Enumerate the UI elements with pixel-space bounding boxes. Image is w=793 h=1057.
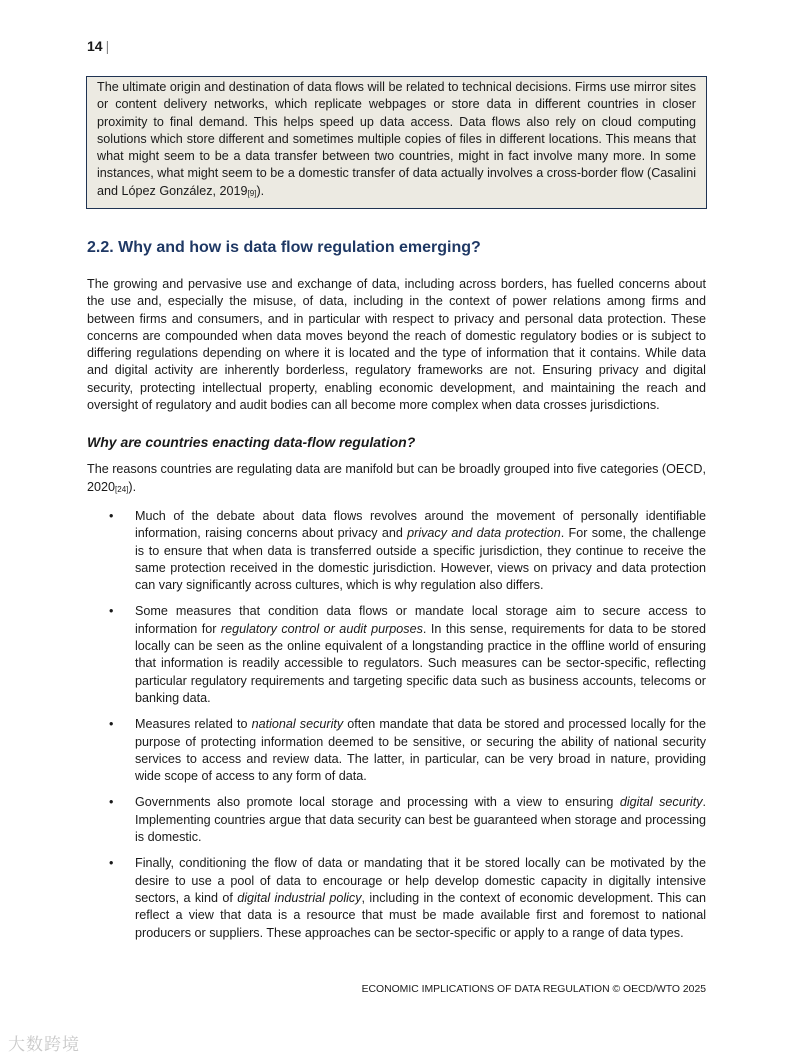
item-text: . In this sense, requirements for data to be stored locally can be seen as the online equivalent of a longstanding practice in the offline world of ensuring that information is readily accessible to regulators. Such measures can be sector-specific, reflecting particular regulatory requirements and targeting specific data such as business accounts, telecoms or banking data.	[135, 621, 706, 705]
para2-text: The reasons countries are regulating data are manifold but can be broadly grouped into five categories (OECD, 2020	[87, 462, 706, 494]
item-text: . For some, the challenge is to ensure that when data is transferred outside a specific jurisdiction, they continue to receive the same protection received in the domestic jurisdiction. However, views on privacy and data protection can vary significantly across cultures, which is why regulation also differs.	[135, 526, 706, 593]
para2-ref[interactable]: [24]	[115, 484, 129, 494]
item-emphasis: national security	[251, 717, 344, 732]
item-text: Governments also promote local storage and processing with a view to ensuring	[135, 795, 620, 810]
list-item	[87, 794, 706, 846]
box-text-end: ).	[256, 183, 265, 198]
list-item	[87, 508, 706, 594]
bullet-icon: •	[109, 856, 114, 871]
watermark-logo: 大数跨境	[8, 1035, 80, 1054]
section-heading: 2.2. Why and how is data flow regulation emerging?	[87, 239, 481, 256]
paragraph-1: The growing and pervasive use and exchange of data, including across borders, has fuelled concerns about the use and, especially the misuse, of data, including in the context of power relations among firms and between firms and consumers, and in particular with respect to privacy and personal data protection. These concerns are compounded when data moves beyond the reach of domestic regulatory bodies or is subject to differing regulations depending on where it is located and the type of information that it contains. While data and digital activity are inherently borderless, regulatory frameworks are not. Ensuring privacy and digital security, protecting intellectual property, enabling economic development, and maintaining the reach and oversight of regulatory and audit bodies can all become more complex when data crosses jurisdictions.	[87, 277, 706, 413]
item-text: Much of the debate about data flows revolves around the movement of personally identifiable information, raising concerns about privacy and	[135, 508, 706, 541]
item-emphasis: digital security	[619, 795, 703, 810]
box-text: The ultimate origin and destination of data flows will be related to technical decisions. Firms use mirror sites or content delivery networks, which replicate webpages or store data in different countries in closer proximity to final demand. This helps speed up data access. Data flows also rely on cloud computing solutions which store different and sometimes multiple copies of files in different locations. This means that what might seem to be a data transfer between two countries, might in fact involve many more. In some instances, what might seem to be a domestic transfer of data actually involves a cross-border flow (Casalini and López González, 2019	[97, 80, 696, 198]
subheading: Why are countries enacting data-flow regulation?	[87, 434, 416, 451]
box-ref[interactable]: [9]	[247, 188, 257, 198]
item-text: Finally, conditioning the flow of data or mandating that it be stored locally can be motivated by the desire to use a pool of data to encourage or help develop domestic capacity in digitally intensive sectors, a kind of	[135, 856, 706, 905]
main-content	[87, 238, 706, 951]
item-emphasis: privacy and data protection	[407, 526, 561, 541]
paragraph-2	[87, 461, 706, 498]
item-emphasis: regulatory control or audit purposes	[220, 621, 423, 636]
bullet-icon: •	[109, 604, 114, 619]
para2-end: ).	[128, 479, 137, 494]
page-number-divider: |	[105, 38, 110, 54]
page-number	[87, 38, 109, 54]
list-item	[87, 716, 706, 785]
item-text: Measures related to	[135, 717, 252, 732]
item-text: Some measures that condition data flows or mandate local storage aim to secure access to information for	[135, 604, 706, 636]
item-text: often mandate that data be stored and processed locally for the purpose of protecting information deemed to be sensitive, or securing the ability of national security services to access and review data. The latter, in particular, can be very broad in nature, providing wide scope of access to any form of data.	[135, 717, 706, 784]
bullet-icon: •	[109, 795, 114, 810]
page-number-text: 14	[87, 38, 103, 54]
item-text: . Implementing countries argue that data security can best be guaranteed when storage and processing is domestic.	[135, 795, 706, 845]
bullet-icon: •	[109, 508, 114, 523]
page-footer: ECONOMIC IMPLICATIONS OF DATA REGULATION © OECD/WTO 2025	[361, 984, 706, 995]
bullet-icon: •	[109, 717, 114, 732]
list-item	[87, 855, 706, 941]
list-item	[87, 603, 706, 707]
item-text: , including in the context of economic development. This can reflect a view that data is a resource that must be made available first and foremost to national producers or suppliers. These approaches can be sector-specific or apply to a range of data types.	[135, 890, 706, 940]
reasons-list	[87, 508, 706, 942]
item-emphasis: digital industrial policy	[237, 890, 362, 905]
info-box	[86, 76, 707, 209]
